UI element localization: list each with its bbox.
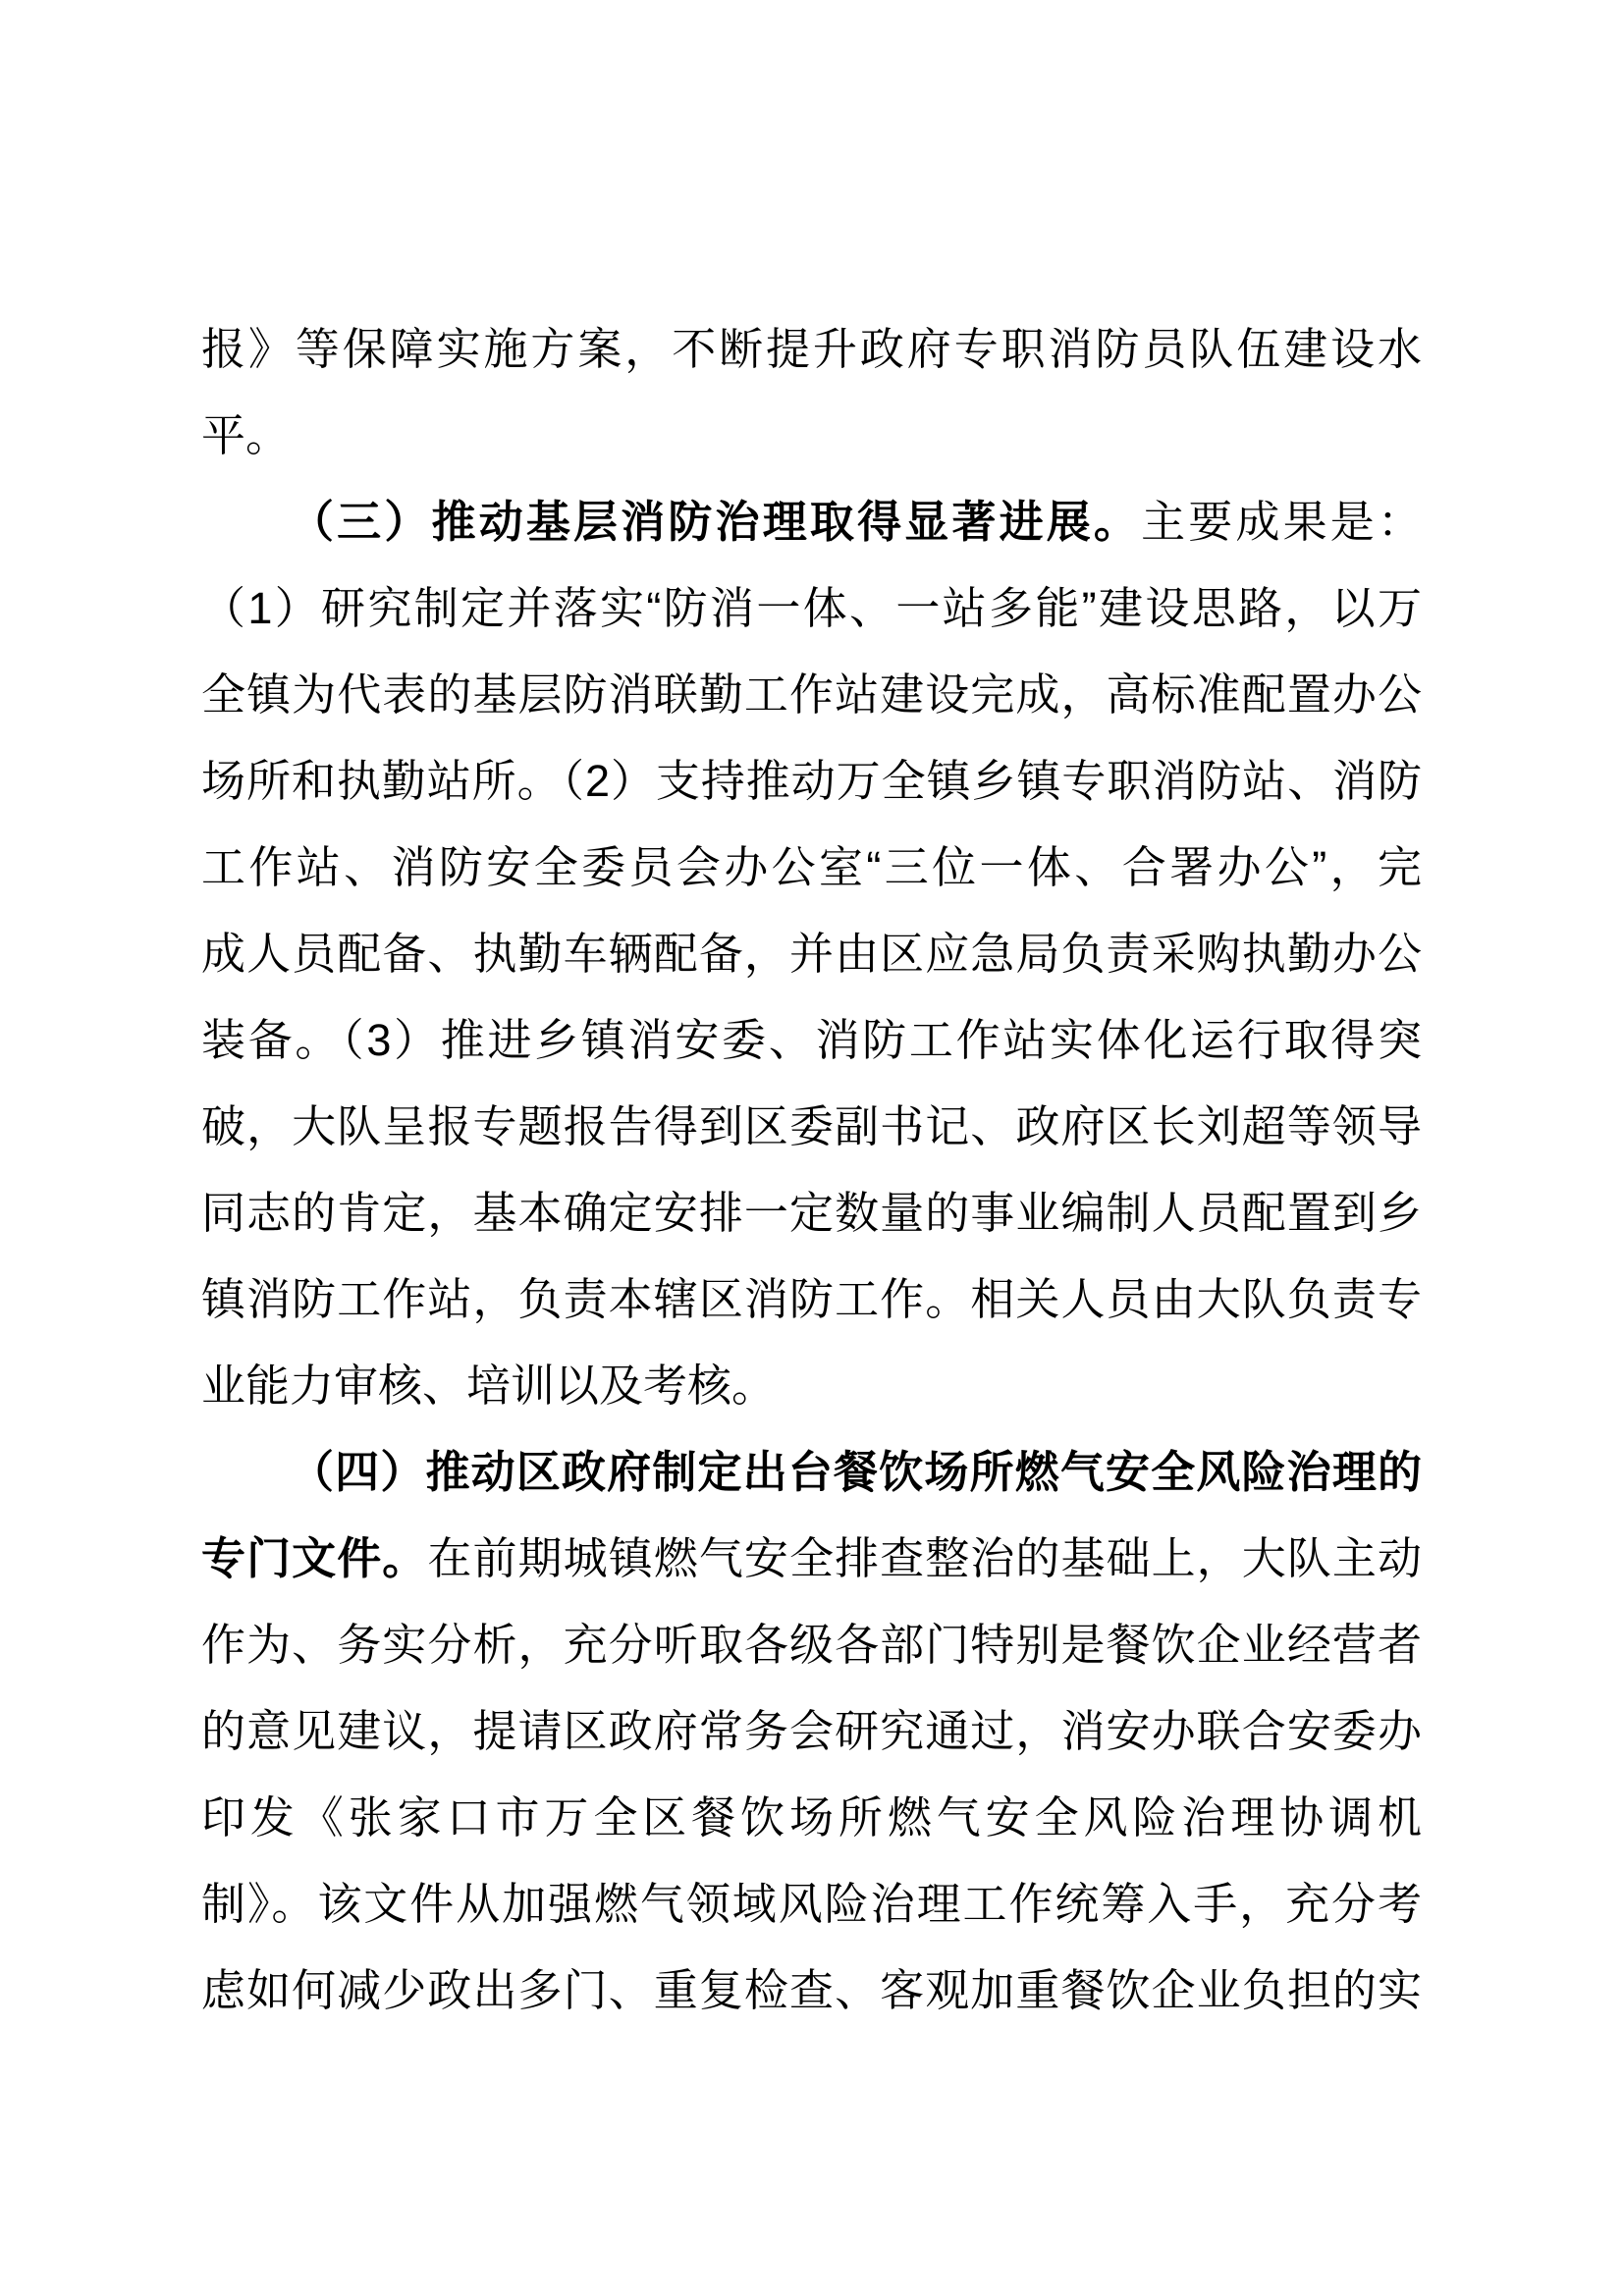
text-line [201,997,1422,1084]
text-run: 的意见建议，提请区政府常务会研究通过，消安办联合安委办 [201,1706,1422,1756]
text-run: 虑如何减少政出多门、重复检查、客观加重餐饮企业负担的实 [201,1965,1422,2015]
text-line [201,1429,1422,1516]
text-run: 同志的肯定，基本确定安排一定数量的事业编制人员配置到乡 [201,1188,1422,1238]
text-run: 成人员配备、执勤车辆配备，并由区应急局负责采购执勤办公 [201,929,1422,979]
text-run: 作为、务实分析，充分听取各级各部门特别是餐饮企业经营者 [201,1620,1422,1670]
text-line [201,1688,1422,1775]
text-run: 镇消防工作站，负责本辖区消防工作。相关人员由大队负责专 [201,1274,1422,1324]
bold-text-run: 专门文件。 [201,1533,428,1583]
text-run: （1）研究制定并落实“防消一体、一站多能”建设思路，以万 [201,583,1422,633]
text-run: 装备。（3）推进乡镇消安委、消防工作站实体化运行取得突 [201,1015,1422,1065]
text-line [201,1343,1422,1429]
text-line [201,565,1422,652]
text-line [201,1602,1422,1688]
text-run: 平。 [201,410,291,460]
text-run: 工作站、消防安全委员会办公室“三位一体、合署办公”，完 [201,842,1422,892]
text-line [201,1516,1422,1602]
text-run: 报》等保障实施方案，不断提升政府专职消防员队伍建设水 [201,324,1422,374]
text-run: 主要成果是： [1141,497,1422,547]
text-run: 破，大队呈报专题报告得到区委副书记、政府区长刘超等领导 [201,1101,1422,1151]
text-line [201,911,1422,997]
document-body [201,306,1422,2034]
text-run: 场所和执勤站所。（2）支持推动万全镇乡镇专职消防站、消防 [201,756,1422,806]
text-line [201,306,1422,393]
text-line [201,825,1422,911]
text-run: 全镇为代表的基层防消联勤工作站建设完成，高标准配置办公 [201,669,1422,720]
text-line [201,738,1422,825]
text-run: 在前期城镇燃气安全排查整治的基础上，大队主动 [427,1533,1422,1583]
text-run: 印发《张家口市万全区餐饮场所燃气安全风险治理协调机 [201,1792,1422,1842]
text-line [201,652,1422,738]
text-line [201,1861,1422,1948]
text-line [201,1775,1422,1861]
text-line [201,1084,1422,1170]
bold-text-run: （四）推动区政府制定出台餐饮场所燃气安全风险治理的 [290,1447,1422,1497]
text-line [201,1256,1422,1343]
text-run: 业能力审核、培训以及考核。 [201,1361,777,1411]
text-line [201,1948,1422,2034]
bold-text-run: （三）推动基层消防治理取得显著进展。 [290,497,1142,547]
text-line [201,479,1422,565]
text-line [201,1170,1422,1256]
text-run: 制》。该文件从加强燃气领域风险治理工作统筹入手，充分考 [201,1879,1422,1929]
text-line [201,393,1422,479]
